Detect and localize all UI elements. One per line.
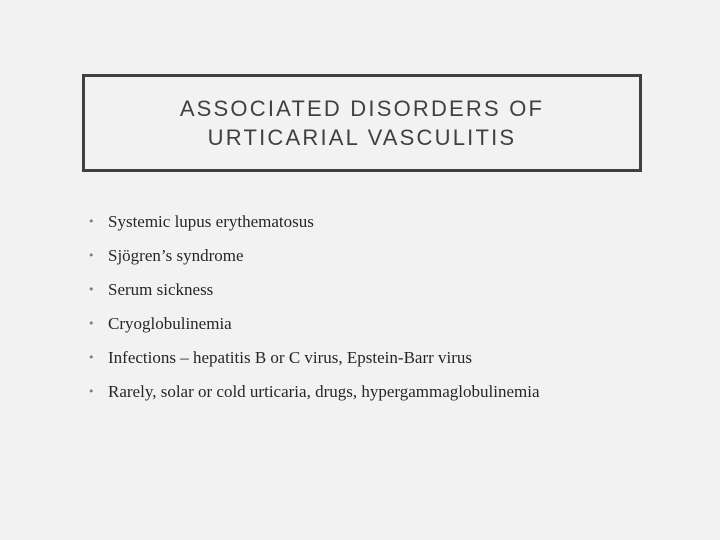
title-box bbox=[82, 74, 642, 172]
bullet-dot-icon: • bbox=[88, 283, 95, 296]
slide-title bbox=[180, 94, 544, 152]
list-item bbox=[88, 212, 539, 246]
bullet-text: Systemic lupus erythematosus bbox=[108, 212, 314, 231]
bullet-dot-icon: • bbox=[88, 351, 95, 364]
bullet-list bbox=[88, 212, 539, 416]
list-item bbox=[88, 246, 539, 280]
list-item bbox=[88, 348, 539, 382]
bullet-dot-icon: • bbox=[88, 317, 95, 330]
bullet-text: Infections – hepatitis B or C virus, Epstein-Barr virus bbox=[108, 348, 473, 367]
bullet-text: Serum sickness bbox=[108, 280, 214, 299]
bullet-text: Cryoglobulinemia bbox=[108, 314, 232, 333]
bullet-dot-icon: • bbox=[88, 385, 95, 398]
list-item bbox=[88, 280, 539, 314]
bullet-text: Sjögren’s syndrome bbox=[108, 246, 244, 265]
bullet-text: Rarely, solar or cold urticaria, drugs, hypergammaglobulinemia bbox=[108, 382, 540, 401]
list-item bbox=[88, 382, 539, 416]
list-item bbox=[88, 314, 539, 348]
title-line-1: ASSOCIATED DISORDERS OF bbox=[179, 96, 545, 121]
title-line-2: URTICARIAL VASCULITIS bbox=[207, 125, 517, 150]
bullet-dot-icon: • bbox=[88, 215, 95, 228]
bullet-dot-icon: • bbox=[88, 249, 95, 262]
